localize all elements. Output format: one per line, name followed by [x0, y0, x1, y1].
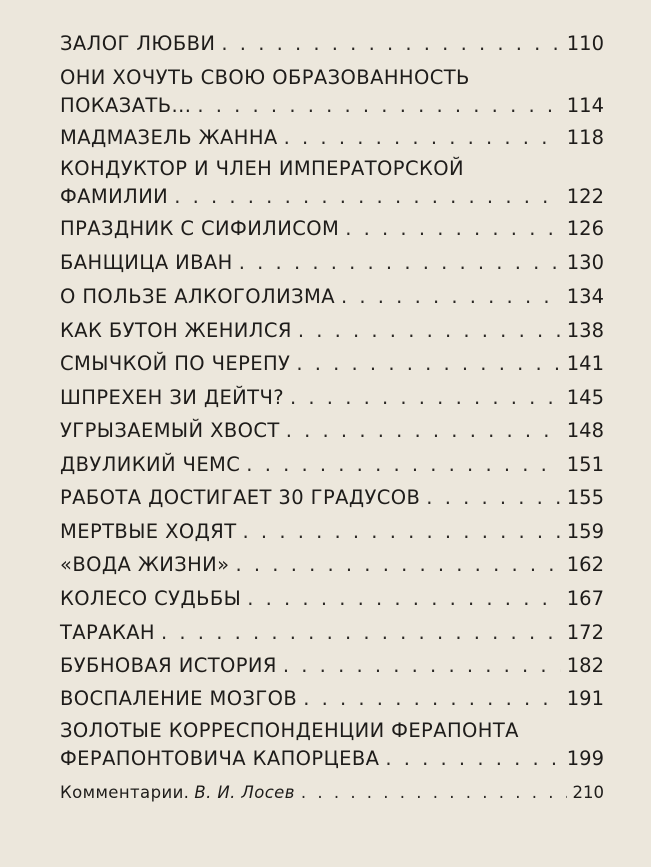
toc-title: БАНЩИЦА ИВАН: [60, 251, 233, 274]
toc-entry: [60, 155, 604, 211]
toc-page-number: 210: [572, 783, 604, 802]
dot-leader: [341, 283, 561, 311]
toc-page-number: 141: [566, 352, 604, 375]
toc-page-number: 122: [566, 185, 604, 208]
dot-leader: [290, 384, 561, 412]
dot-leader: [286, 417, 561, 445]
toc-title: ТАРАКАН: [60, 621, 155, 644]
toc-page-number: 148: [566, 419, 604, 442]
toc-title: ШПРЕХЕН ЗИ ДЕЙТЧ?: [60, 386, 284, 409]
dot-leader: [283, 652, 561, 680]
toc-title: ДВУЛИКИЙ ЧЕМС: [60, 453, 241, 476]
toc-title: КОЛЕСО СУДЬБЫ: [60, 587, 242, 610]
toc-title-continued: ФЕРАПОНТОВИЧА КАПОРЦЕВА: [60, 747, 380, 770]
toc-entry: [60, 283, 604, 311]
toc-entry: [60, 249, 604, 277]
toc-page-number: 114: [566, 94, 604, 117]
toc-title: КОНДУКТОР И ЧЛЕН ИМПЕРАТОРСКОЙ: [60, 157, 464, 180]
toc-page-number: 155: [566, 486, 604, 509]
toc-entry: [60, 518, 604, 546]
toc-entry: [60, 64, 604, 120]
toc-title: МЕРТВЫЕ ХОДЯТ: [60, 520, 237, 543]
toc-entry: [60, 685, 604, 713]
toc-page-number: 138: [566, 319, 604, 342]
dot-leader: [296, 350, 560, 378]
toc-entry: [60, 417, 604, 445]
toc-title: ЗОЛОТЫЕ КОРРЕСПОНДЕНЦИИ ФЕРАПОНТА: [60, 719, 519, 742]
comments-author: В. И. Лосев: [194, 783, 295, 802]
toc-entry: [60, 350, 604, 378]
toc-title-continued: ФАМИЛИИ: [60, 185, 169, 208]
dot-leader: [298, 317, 561, 345]
toc-title: ЗАЛОГ ЛЮБВИ: [60, 32, 216, 55]
dot-leader: [161, 619, 561, 647]
dot-leader: [243, 518, 561, 546]
toc-page-number: 151: [566, 453, 604, 476]
toc-title: УГРЫЗАЕМЫЙ ХВОСТ: [60, 419, 280, 442]
dot-leader: [246, 451, 560, 479]
toc-entry: [60, 384, 604, 412]
toc-entry-comments: [60, 779, 604, 807]
toc-title: СМЫЧКОЙ ПО ЧЕРЕПУ: [60, 352, 291, 375]
toc-entry: [60, 451, 604, 479]
toc-page-number: 110: [566, 32, 604, 55]
toc-page-number: 199: [566, 747, 604, 770]
toc-page-number: 118: [566, 126, 604, 149]
toc-page-number: 191: [566, 687, 604, 710]
toc-page-number: 162: [566, 553, 604, 576]
dot-leader: [303, 685, 561, 713]
toc-page-number: 182: [566, 654, 604, 677]
toc-entry: [60, 30, 604, 58]
toc-entry: [60, 585, 604, 613]
toc-page-number: 130: [566, 251, 604, 274]
toc-title: БУБНОВАЯ ИСТОРИЯ: [60, 654, 277, 677]
toc-title-continued: ПОКАЗАТЬ...: [60, 94, 192, 117]
toc-title: МАДМАЗЕЛЬ ЖАННА: [60, 126, 278, 149]
dot-leader: [301, 779, 567, 807]
dot-leader: [197, 92, 560, 120]
toc-title: О ПОЛЬЗЕ АЛКОГОЛИЗМА: [60, 285, 335, 308]
toc-entry: [60, 124, 604, 152]
toc-page-number: 145: [566, 386, 604, 409]
dot-leader: [174, 183, 561, 211]
toc-entry: [60, 551, 604, 579]
dot-leader: [239, 249, 561, 277]
toc-page-number: 126: [566, 217, 604, 240]
comments-label: Комментарии.: [60, 783, 190, 802]
toc-entry: [60, 717, 604, 773]
toc-entry: [60, 317, 604, 345]
dot-leader: [284, 124, 561, 152]
toc-page-number: 134: [566, 285, 604, 308]
dot-leader: [345, 215, 561, 243]
toc-page-number: 172: [566, 621, 604, 644]
toc-title: РАБОТА ДОСТИГАЕТ 30 ГРАДУСОВ: [60, 486, 421, 509]
toc-title: «ВОДА ЖИЗНИ»: [60, 553, 230, 576]
dot-leader: [385, 745, 560, 773]
dot-leader: [426, 484, 560, 512]
toc-title: ВОСПАЛЕНИЕ МОЗГОВ: [60, 687, 298, 710]
toc-entry: [60, 619, 604, 647]
toc-page-number: 167: [566, 587, 604, 610]
dot-leader: [247, 585, 561, 613]
toc-entry: [60, 484, 604, 512]
toc-entry: [60, 215, 604, 243]
toc-page-number: 159: [566, 520, 604, 543]
toc-title: КАК БУТОН ЖЕНИЛСЯ: [60, 319, 292, 342]
toc-title: ПРАЗДНИК С СИФИЛИСОМ: [60, 217, 340, 240]
toc-title: ОНИ ХОЧУТЬ СВОЮ ОБРАЗОВАННОСТЬ: [60, 66, 470, 89]
dot-leader: [236, 551, 561, 579]
toc-entry: [60, 652, 604, 680]
dot-leader: [221, 30, 560, 58]
